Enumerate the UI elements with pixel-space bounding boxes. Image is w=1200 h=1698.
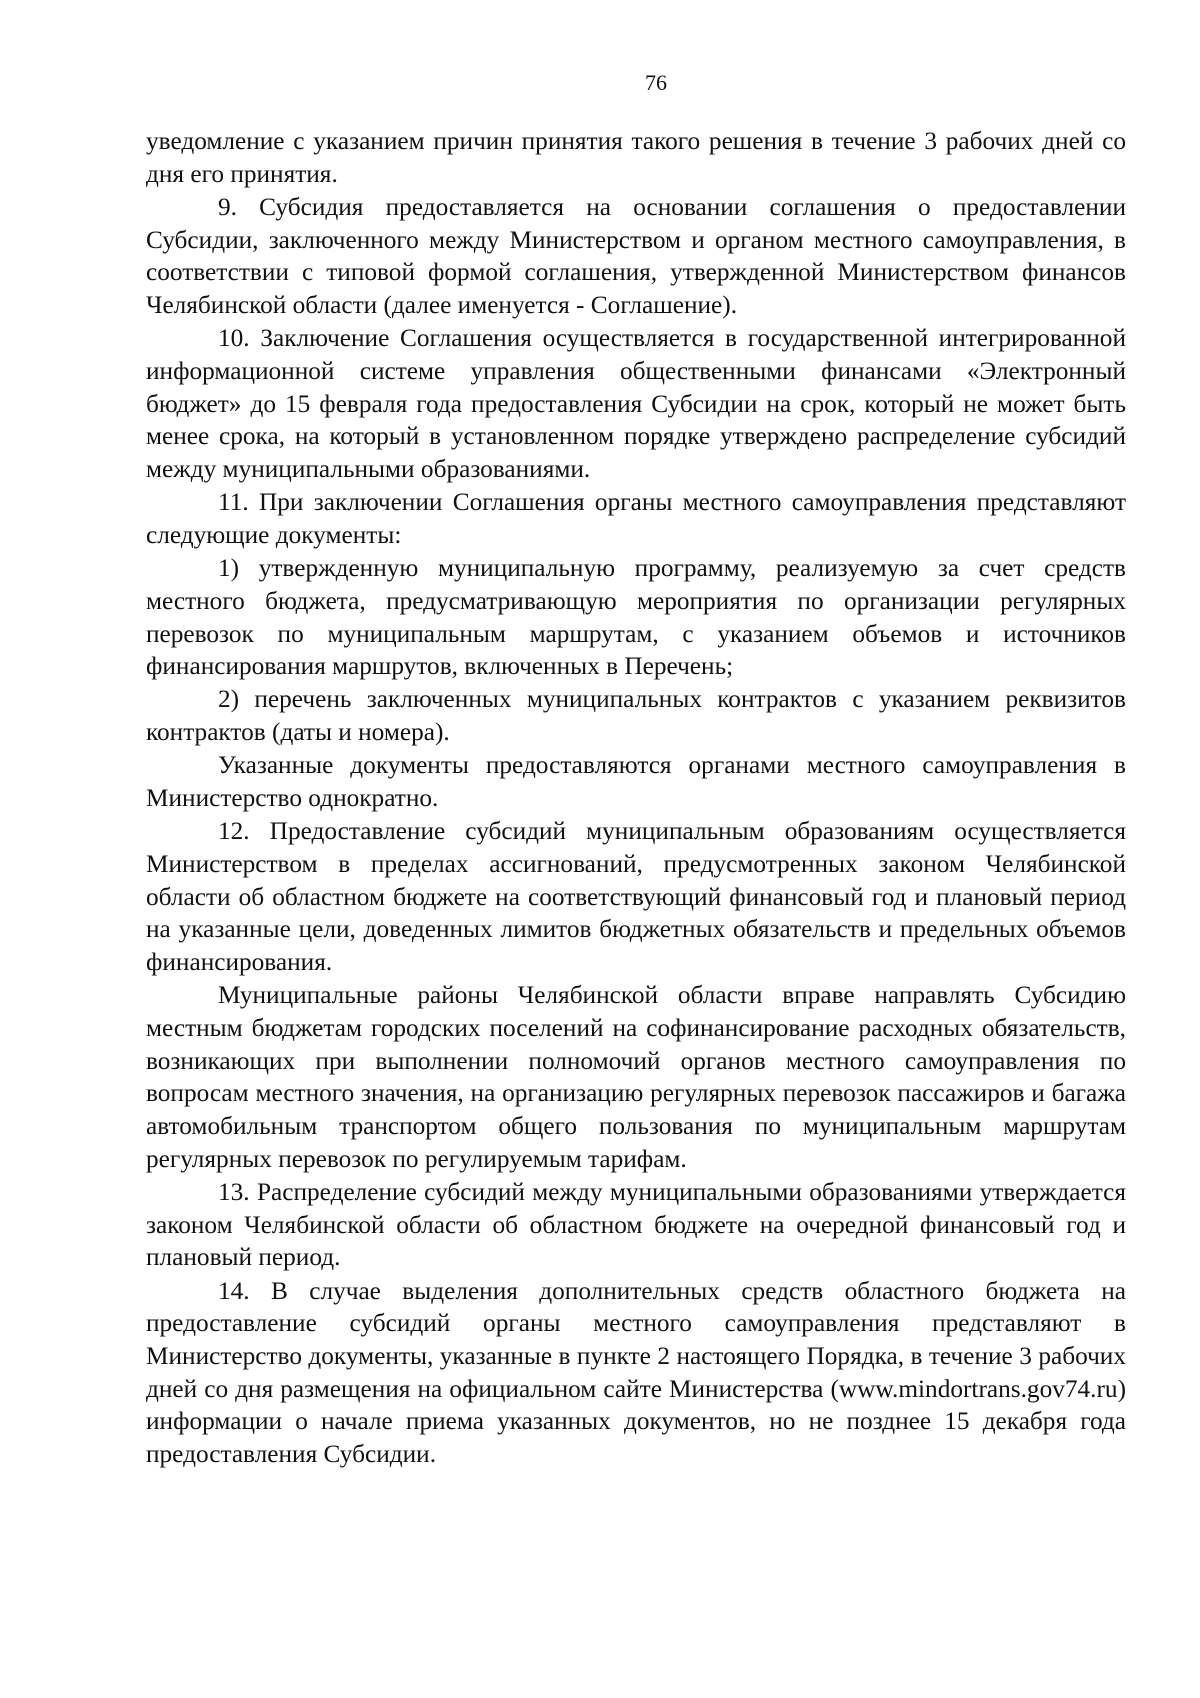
paragraph-item-12: 12. Предоставление субсидий муниципальным образованиям осуществляется Министерством в пределах ассигнований, предусмотренных законом Челябинской области об областном бюджете на соответствующий финансовый год и плановый период на указанные цели, доведенных лимитов бюджетных обязательств и предельных объемов финансирования.	[146, 817, 1126, 977]
paragraph-subitem-2: 2) перечень заключенных муниципальных контрактов с указанием реквизитов контрактов (даты и номера).	[146, 685, 1126, 747]
paragraph-documents-note: Указанные документы предоставляются органами местного самоуправления в Министерство однократно.	[146, 751, 1126, 813]
paragraph-subitem-1: 1) утвержденную муниципальную программу, реализуемую за счет средств местного бюджета, предусматривающую мероприятия по организации регулярных перевозок по муниципальным маршрутам, с указанием объемов и источников финансирования маршрутов, включенных в Перечень;	[146, 554, 1126, 681]
paragraph-item-10: 10. Заключение Соглашения осуществляется в государственной интегрированной информационной системе управления общественными финансами «Электронный бюджет» до 15 февраля года предоставления Субсидии на срок, который не может быть менее срока, на который в установленном порядке утверждено распределение субсидий между муниципальными образованиями.	[146, 324, 1126, 484]
paragraph-continuation: уведомление с указанием причин принятия такого решения в течение 3 рабочих дней со дня его принятия.	[146, 127, 1126, 188]
paragraph-item-11: 11. При заключении Соглашения органы местного самоуправления представляют следующие документы:	[146, 488, 1126, 549]
paragraph-item-14: 14. В случае выделения дополнительных средств областного бюджета на предоставление субсидий органы местного самоуправления представляют в Министерство документы, указанные в пункте 2 настоящего Порядка, в течение 3 рабочих дней со дня размещения на официальном сайте Министерства (www.mindortrans.gov74.ru) информации о начале приема указанных документов, но не позднее 15 декабря года предоставления Субсидии.	[146, 1276, 1126, 1469]
paragraph-item-9: 9. Субсидия предоставляется на основании соглашения о предоставлении Субсидии, заключенного между Министерством и органом местного самоуправления, в соответствии с типовой формой соглашения, утвержденной Министерством финансов Челябинской области (далее именуется - Соглашение).	[146, 192, 1126, 320]
document-body	[146, 125, 1126, 1471]
page-number: 76	[645, 70, 667, 95]
paragraph-item-13: 13. Распределение субсидий между муниципальными образованиями утверждается законом Челябинской области об областном бюджете на очередной финансовый год и плановый период.	[146, 1178, 1126, 1272]
paragraph-districts: Муниципальные районы Челябинской области вправе направлять Субсидию местным бюджетам городских поселений на софинансирование расходных обязательств, возникающих при выполнении полномочий органов местного самоуправления по вопросам местного значения, на организацию регулярных перевозок пассажиров и багажа автомобильным транспортом общего пользования по муниципальным маршрутам регулярных перевозок по регулируемым тарифам.	[146, 981, 1126, 1173]
